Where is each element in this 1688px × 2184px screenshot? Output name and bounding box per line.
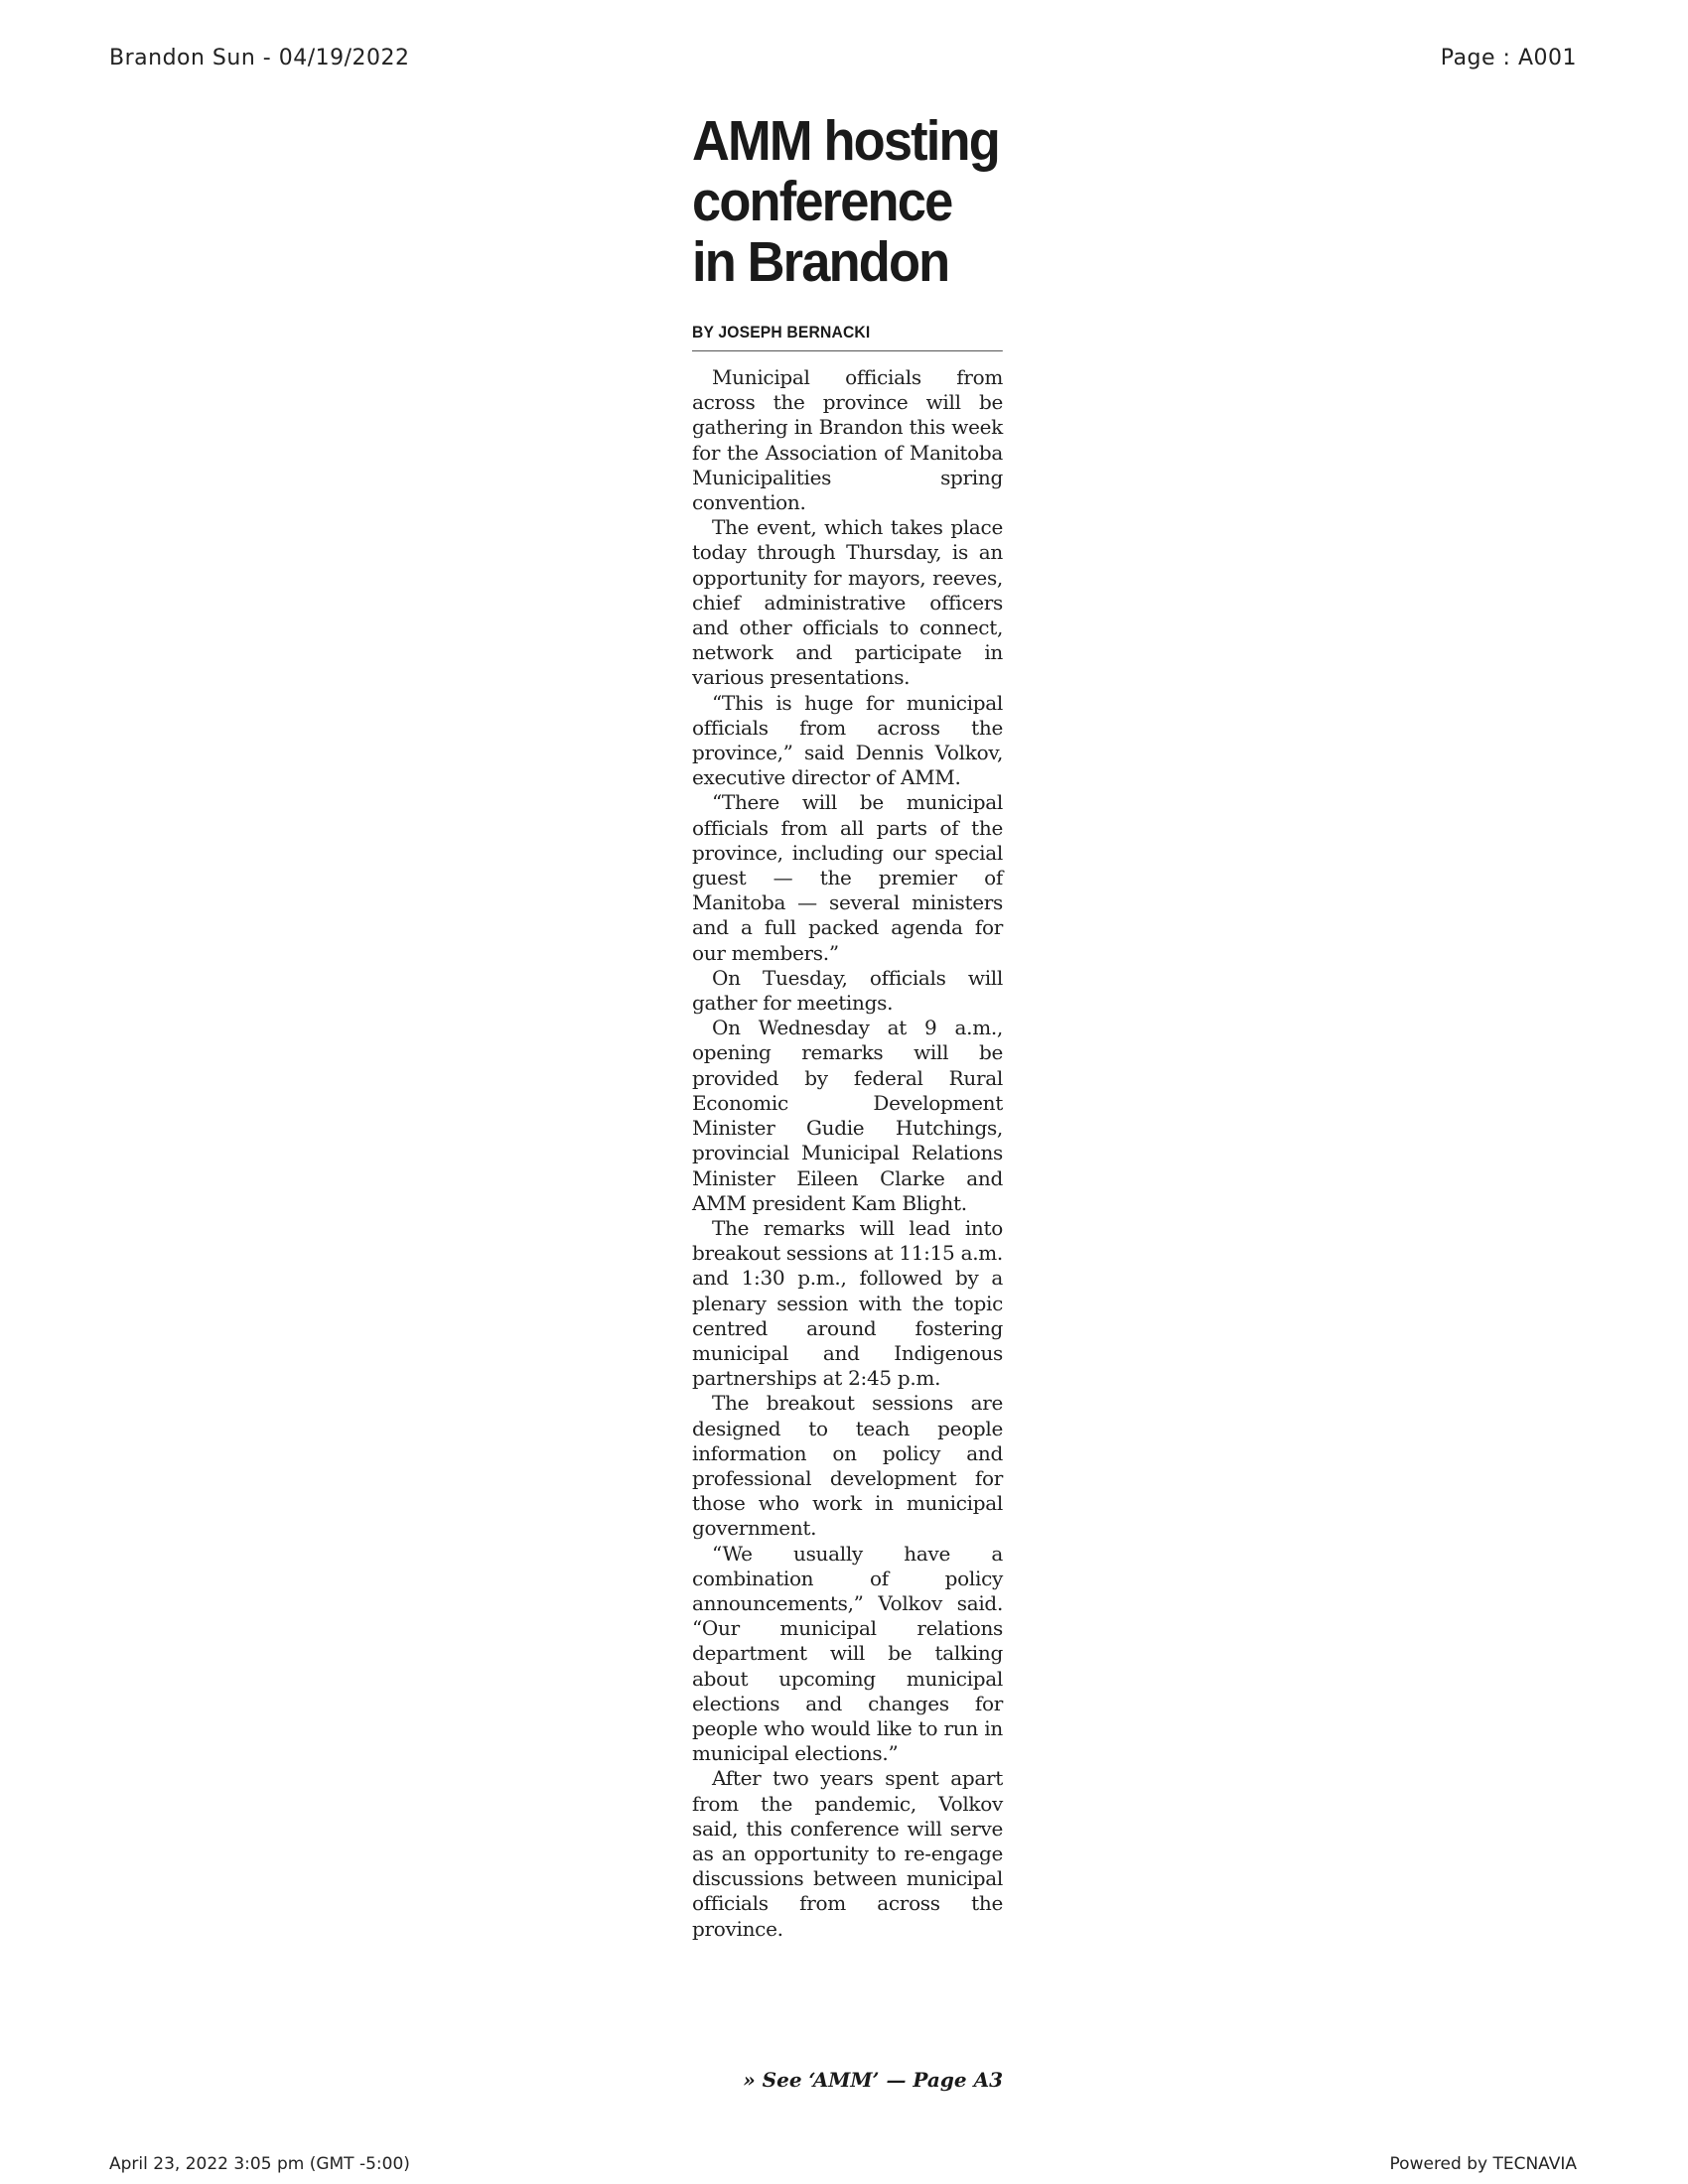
headline-line: AMM hosting [692,109,999,173]
article-body [692,365,1003,1942]
page-number-header: Page : A001 [1440,46,1577,70]
paragraph: On Wednesday at 9 a.m., opening remarks will be provided by federal Rural Economic Development Minister Gudie Hutchings, provincial Municipal Relations Minister Eileen Clarke and AMM president Kam Blight. [692,1016,1003,1215]
printed-timestamp: April 23, 2022 3:05 pm (GMT -5:00) [109,2154,410,2174]
paragraph: The breakout sessions are designed to teach people information on policy and professional development for those who work in municipal government. [692,1391,1003,1541]
paragraph: The remarks will lead into breakout sessions at 11:15 a.m. and 1:30 p.m., followed by a plenary session with the topic centred around fostering municipal and Indigenous partnerships at 2:45 p.m. [692,1215,1003,1391]
paragraph: After two years spent apart from the pandemic, Volkov said, this conference will serve as an opportunity to re-engage discussions between municipal officials from across the province. [692,1766,1003,1941]
headline-line: conference [692,170,952,233]
article [692,111,1003,1942]
paragraph: “There will be municipal officials from all parts of the province, including our special guest — the premier of Manitoba — several ministers and a full packed agenda for our members.” [692,790,1003,965]
paragraph: The event, which takes place today through Thursday, is an opportunity for mayors, reeves, chief administrative officers and other officials to connect, network and participate in various presentations. [692,515,1003,690]
paragraph: Municipal officials from across the province will be gathering in Brandon this week for the Association of Manitoba Municipalities spring convention. [692,365,1003,515]
byline: BY JOSEPH BERNACKI [692,323,1003,351]
paragraph: On Tuesday, officials will gather for meetings. [692,965,1003,1016]
powered-by-credit: Powered by TECNAVIA [1389,2154,1577,2174]
paragraph: “This is huge for municipal officials from across the province,” said Dennis Volkov, executive director of AMM. [692,690,1003,790]
headline-line: in Brandon [692,230,949,294]
publication-date-header: Brandon Sun - 04/19/2022 [109,46,410,70]
continued-on-link[interactable]: » See ‘AMM’ — Page A3 [743,2068,1003,2092]
paragraph: “We usually have a combination of policy announcements,” Volkov said. “Our municipal relations department will be talking about upcoming municipal elections and changes for people who would like to run in municipal elections.” [692,1541,1003,1766]
headline [692,111,1003,293]
